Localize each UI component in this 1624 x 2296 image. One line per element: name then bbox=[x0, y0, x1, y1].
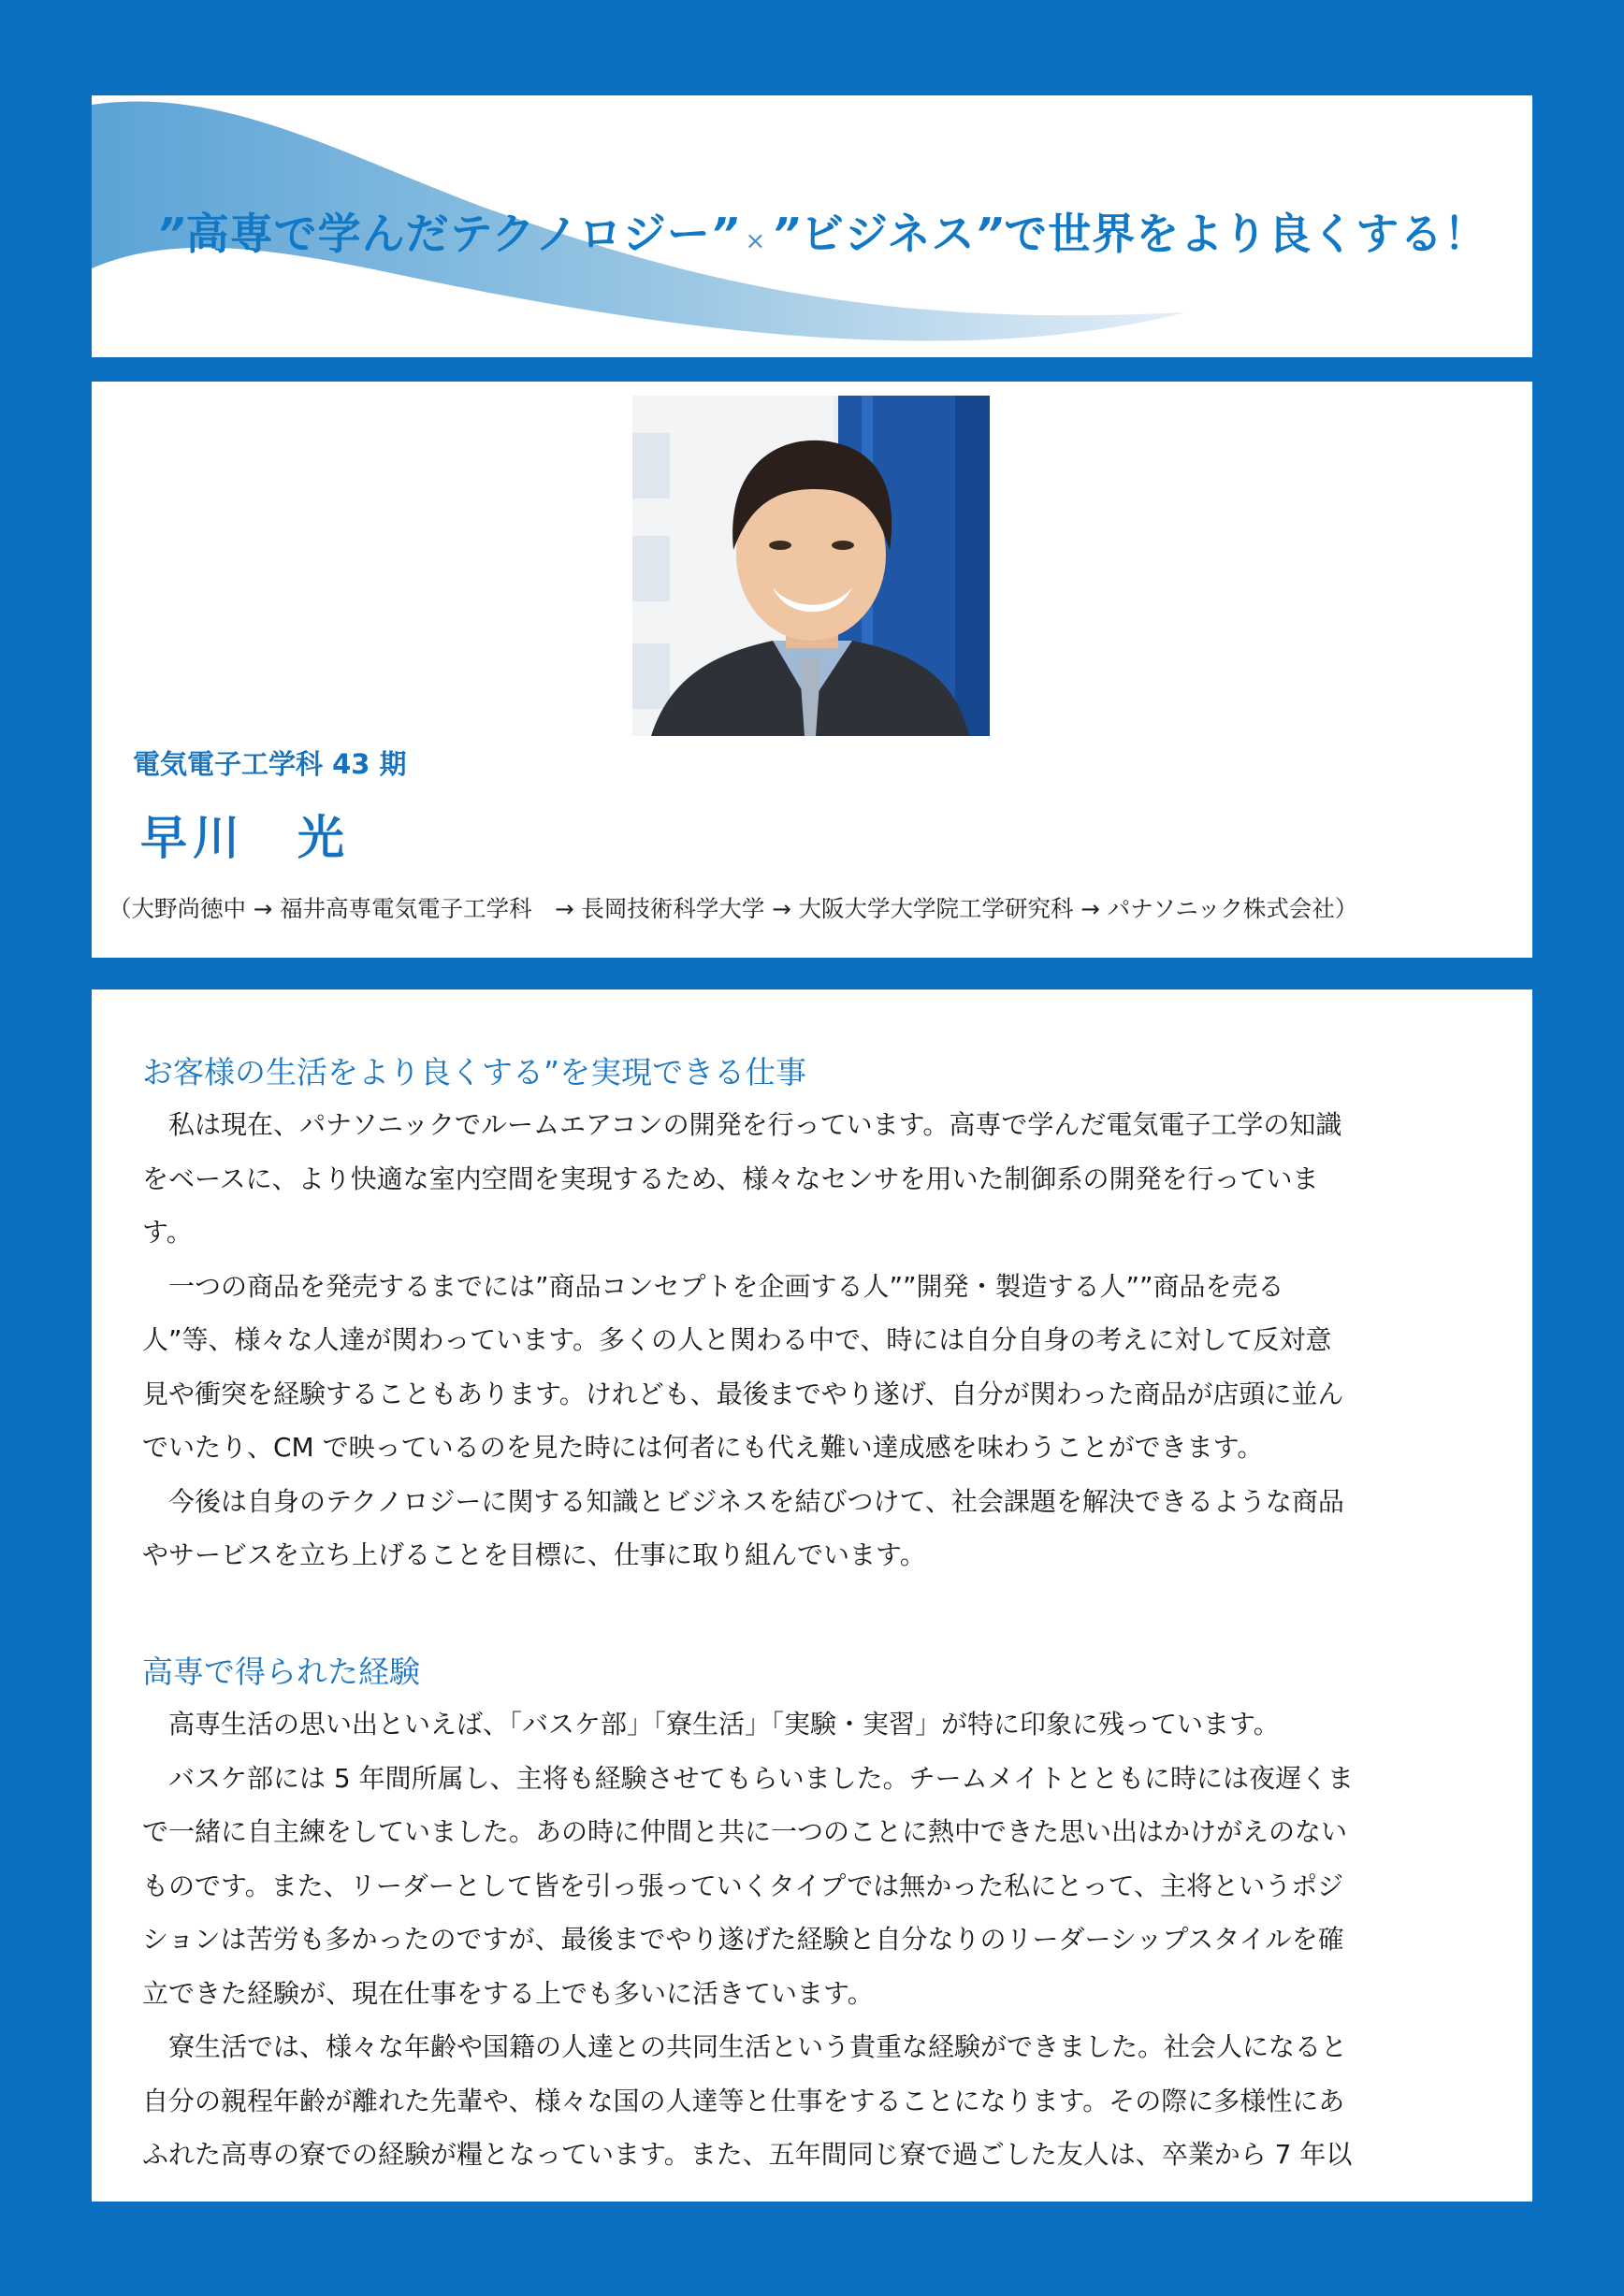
section-title-experience: 高専で得られた経験 bbox=[142, 1653, 420, 1690]
text-line: 見や衝突を経験することもあります。けれども、最後までやり遂げ、自分が関わった商品が店頭に並ん bbox=[142, 1378, 1344, 1409]
text-line: 人”等、様々な人達が関わっています。多くの人と関わる中で、時には自分自身の考えに対して反対意 bbox=[142, 1324, 1332, 1355]
text-line: で一緒に自主練をしていました。あの時に仲間と共に一つのことに熱中できた思い出はかけがえのない bbox=[142, 1816, 1348, 1847]
quote-mark: ” bbox=[157, 209, 186, 259]
text-line: やサービスを立ち上げることを目標に、仕事に取り組んでいます。 bbox=[142, 1539, 926, 1570]
career-path: （大野尚徳中 → 福井高専電気電子工学科 → 長岡技術科学大学 → 大阪大学大学院工学研究科 → パナソニック株式会社） bbox=[109, 895, 1358, 922]
article-body bbox=[92, 989, 1532, 2202]
title-part-technology: 高専で学んだテクノロジー bbox=[185, 209, 711, 259]
quote-mark: ” bbox=[772, 209, 801, 259]
page-title bbox=[157, 200, 1495, 262]
profile-section bbox=[92, 382, 1532, 958]
text-line: ションは苦労も多かったのですが、最後までやり遂げた経験と自分なりのリーダーシップスタイルを確 bbox=[142, 1924, 1344, 1955]
section-experience-text bbox=[142, 1697, 1532, 2182]
quote-mark: ” bbox=[975, 209, 1005, 259]
department-label: 電気電子工学科 43 期 bbox=[133, 748, 407, 780]
quote-mark: ” bbox=[710, 209, 740, 259]
text-line: でいたり、CM で映っているのを見た時には何者にも代え難い達成感を味わうことができます。 bbox=[142, 1432, 1264, 1463]
text-line: バスケ部には 5 年間所属し、主将も経験させてもらいました。チームメイトとともに時には夜遅くま bbox=[142, 1762, 1355, 1794]
text-line: 今後は自身のテクノロジーに関する知識とビジネスを結びつけて、社会課題を解決できるような商品 bbox=[142, 1485, 1344, 1517]
text-line: す。 bbox=[142, 1217, 193, 1248]
text-line: 寮生活では、様々な年齢や国籍の人達との共同生活という貴重な経験ができました。社会人になると bbox=[142, 2031, 1348, 2062]
text-line: 一つの商品を発売するまでには”商品コンセプトを企画する人””開発・製造する人””商品を売る bbox=[142, 1270, 1284, 1302]
section-title-work: お客様の生活をより良くする”を実現できる仕事 bbox=[142, 1054, 807, 1090]
header-banner bbox=[92, 95, 1532, 357]
text-line: ものです。また、リーダーとして皆を引っ張っていくタイプでは無かった私にとって、主将というポジ bbox=[142, 1870, 1344, 1901]
text-line: 高専生活の思い出といえば、「バスケ部」「寮生活」「実験・実習」が特に印象に残っています。 bbox=[142, 1709, 1280, 1740]
section-work-text bbox=[142, 1098, 1532, 1582]
times-symbol: × bbox=[745, 227, 767, 255]
text-line: 立できた経験が、現在仕事をする上でも多いに活きています。 bbox=[142, 1977, 874, 2009]
title-part-business: ビジネス bbox=[800, 209, 976, 259]
text-line: 自分の親程年齢が離れた先輩や、様々な国の人達等と仕事をすることになります。その際に多様性にあ bbox=[142, 2085, 1345, 2116]
text-line: をベースに、より快適な室内空間を実現するため、様々なセンサを用いた制御系の開発を行っていま bbox=[142, 1162, 1319, 1194]
text-line: ふれた高専の寮での経験が糧となっています。また、五年間同じ寮で過ごした友人は、卒業から 7 年以 bbox=[142, 2139, 1353, 2170]
text-line: 私は現在、パナソニックでルームエアコンの開発を行っています。高専で学んだ電気電子工学の知識 bbox=[142, 1109, 1342, 1140]
title-part-world: で世界をより良くする！ bbox=[1004, 209, 1488, 259]
portrait-photo bbox=[632, 396, 990, 736]
person-name: 早川 光 bbox=[140, 811, 350, 865]
